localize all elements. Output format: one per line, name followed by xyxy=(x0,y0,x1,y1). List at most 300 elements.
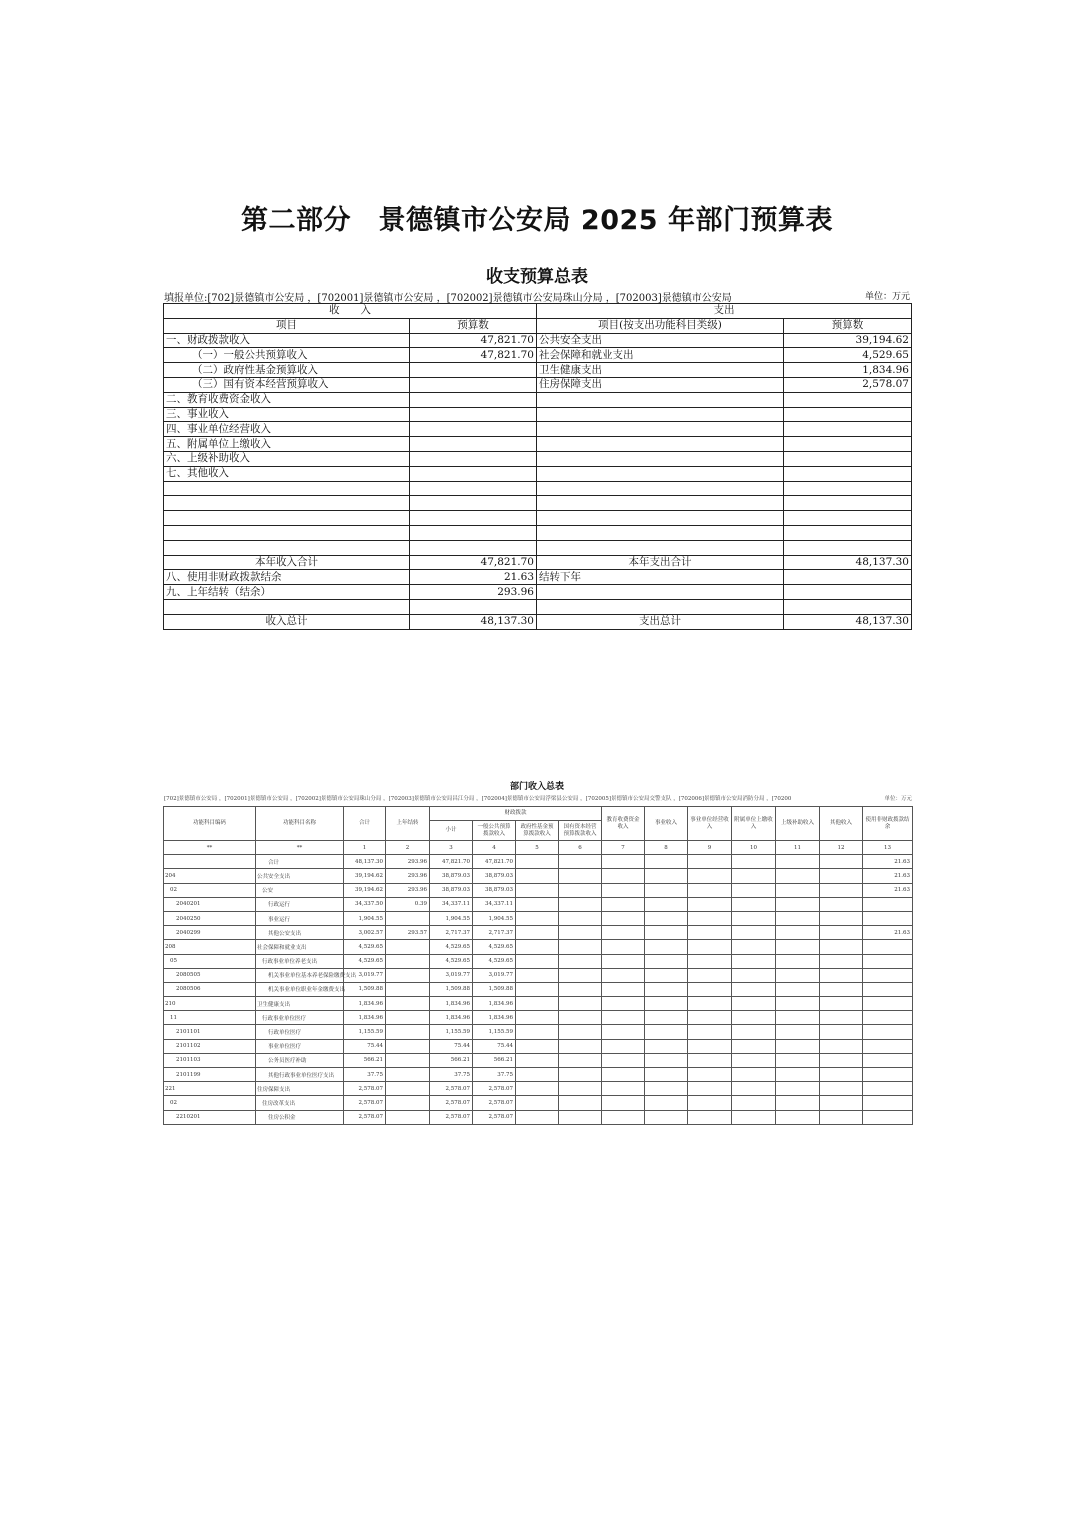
function-code: 2101103 xyxy=(164,1053,256,1067)
income-budget: 293.96 xyxy=(410,585,537,600)
expense-budget: 39,194.62 xyxy=(784,333,912,348)
function-name: 住房改革支出 xyxy=(256,1096,344,1110)
amount-cell xyxy=(602,897,645,911)
income-budget xyxy=(410,511,537,526)
amount-cell: 3,019.77 xyxy=(344,968,386,982)
amount-cell xyxy=(559,997,602,1011)
table-row xyxy=(164,511,912,526)
amount-cell xyxy=(688,1082,732,1096)
function-code: 2101101 xyxy=(164,1025,256,1039)
amount-cell xyxy=(820,940,863,954)
amount-cell xyxy=(776,954,820,968)
amount-cell xyxy=(602,1068,645,1082)
amount-cell: 566.21 xyxy=(430,1053,473,1067)
reporting-unit-line xyxy=(164,289,910,302)
amount-cell: 293.96 xyxy=(386,883,430,897)
expense-item xyxy=(537,466,784,481)
amount-cell xyxy=(732,1068,776,1082)
amount-cell xyxy=(776,883,820,897)
expense-item xyxy=(537,511,784,526)
table-row xyxy=(164,525,912,540)
amount-cell xyxy=(863,1082,913,1096)
expense-budget xyxy=(784,481,912,496)
amount-cell xyxy=(602,1053,645,1067)
amount-cell xyxy=(820,1096,863,1110)
amount-cell xyxy=(776,940,820,954)
amount-cell xyxy=(559,940,602,954)
amount-cell: 34,337.11 xyxy=(473,897,516,911)
function-name: 机关事业单位基本养老保险缴费支出 xyxy=(256,968,344,982)
page-title: 第二部分 景德镇市公安局 2025 年部门预算表 xyxy=(241,205,833,236)
amount-cell xyxy=(820,926,863,940)
function-name: 行政事业单位医疗 xyxy=(256,1011,344,1025)
amount-cell: 37.75 xyxy=(430,1068,473,1082)
expense-item xyxy=(537,451,784,466)
amount-cell xyxy=(732,1110,776,1124)
column-header: 上年结转 xyxy=(386,807,430,841)
table-row xyxy=(164,926,913,940)
amount-cell xyxy=(863,940,913,954)
expense-item: 住房保障支出 xyxy=(537,377,784,392)
amount-cell xyxy=(645,855,688,869)
amount-cell xyxy=(559,1096,602,1110)
amount-cell xyxy=(776,1110,820,1124)
column-index: 12 xyxy=(820,841,863,855)
amount-cell xyxy=(516,1110,559,1124)
amount-cell xyxy=(776,911,820,925)
amount-cell xyxy=(516,997,559,1011)
amount-cell xyxy=(602,954,645,968)
amount-cell xyxy=(516,1011,559,1025)
index-row xyxy=(164,841,913,855)
amount-cell xyxy=(688,954,732,968)
expense-item xyxy=(537,422,784,437)
amount-cell xyxy=(820,982,863,996)
function-name: 其他公安支出 xyxy=(256,926,344,940)
table-row xyxy=(164,1053,913,1067)
amount-cell: 39,194.62 xyxy=(344,883,386,897)
income-budget xyxy=(410,599,537,614)
dept-income-title: 部门收入总表 xyxy=(509,782,564,792)
column-index: ** xyxy=(256,841,344,855)
amount-cell: 293.96 xyxy=(386,869,430,883)
amount-cell xyxy=(863,897,913,911)
expense-item: 支出总计 xyxy=(537,614,784,629)
amount-cell xyxy=(820,1110,863,1124)
amount-cell xyxy=(820,1011,863,1025)
amount-cell xyxy=(732,1025,776,1039)
table-row xyxy=(164,855,913,869)
income-budget: 47,821.70 xyxy=(410,348,537,363)
function-name: 住房公积金 xyxy=(256,1110,344,1124)
amount-cell: 2,717.37 xyxy=(473,926,516,940)
amount-cell xyxy=(732,1039,776,1053)
expense-item: 卫生健康支出 xyxy=(537,363,784,378)
amount-cell xyxy=(386,940,430,954)
amount-cell xyxy=(688,1025,732,1039)
fiscal-group-header: 财政拨款 xyxy=(430,807,602,821)
expense-item: 公共安全支出 xyxy=(537,333,784,348)
income-item: 八、使用非财政拨款结余 xyxy=(164,570,410,585)
table-row xyxy=(164,1110,913,1124)
amount-cell xyxy=(602,869,645,883)
amount-cell xyxy=(732,883,776,897)
col-item-header: 项目 xyxy=(164,318,410,333)
column-index: 5 xyxy=(516,841,559,855)
table-row xyxy=(164,466,912,481)
expense-item xyxy=(537,481,784,496)
expense-budget xyxy=(784,392,912,407)
amount-cell xyxy=(688,1053,732,1067)
amount-cell xyxy=(645,911,688,925)
amount-cell: 1,904.55 xyxy=(344,911,386,925)
amount-cell: 34,337.11 xyxy=(430,897,473,911)
table-row xyxy=(164,982,913,996)
table-row xyxy=(164,1011,913,1025)
table-row xyxy=(164,968,913,982)
amount-cell xyxy=(386,1110,430,1124)
amount-cell xyxy=(863,1110,913,1124)
header-row xyxy=(164,807,913,821)
function-code: 05 xyxy=(164,954,256,968)
column-index: 10 xyxy=(732,841,776,855)
table-row xyxy=(164,869,913,883)
function-code: 210 xyxy=(164,997,256,1011)
amount-cell xyxy=(516,1096,559,1110)
table-row xyxy=(164,1068,913,1082)
expense-item: 本年支出合计 xyxy=(537,555,784,570)
amount-cell xyxy=(559,911,602,925)
amount-cell: 39,194.62 xyxy=(344,869,386,883)
table-row xyxy=(164,377,912,392)
income-item: 九、上年结转（结余） xyxy=(164,585,410,600)
amount-cell xyxy=(559,1039,602,1053)
column-index: 13 xyxy=(863,841,913,855)
amount-cell xyxy=(820,997,863,1011)
amount-cell: 1,834.96 xyxy=(430,997,473,1011)
income-item xyxy=(164,496,410,511)
column-header: 事业收入 xyxy=(645,807,688,841)
amount-cell xyxy=(516,1053,559,1067)
amount-cell xyxy=(559,1068,602,1082)
amount-cell xyxy=(645,883,688,897)
table-row xyxy=(164,333,912,348)
function-name: 事业运行 xyxy=(256,911,344,925)
amount-cell xyxy=(602,1039,645,1053)
amount-cell xyxy=(820,897,863,911)
table-row xyxy=(164,1039,913,1053)
table-row xyxy=(164,1025,913,1039)
amount-cell xyxy=(645,968,688,982)
amount-cell: 4,529.65 xyxy=(430,954,473,968)
column-header: 功能科目编码 xyxy=(164,807,256,841)
amount-cell xyxy=(776,1082,820,1096)
amount-cell: 1,834.96 xyxy=(344,997,386,1011)
amount-cell: 1,509.88 xyxy=(344,982,386,996)
amount-cell xyxy=(645,997,688,1011)
income-budget xyxy=(410,466,537,481)
function-name: 公务员医疗补助 xyxy=(256,1053,344,1067)
income-budget xyxy=(410,451,537,466)
amount-cell xyxy=(602,1082,645,1096)
amount-cell: 2,578.07 xyxy=(473,1082,516,1096)
amount-cell xyxy=(602,982,645,996)
column-header: 其他收入 xyxy=(820,807,863,841)
expense-item xyxy=(537,437,784,452)
expense-budget xyxy=(784,437,912,452)
expense-header: 支出 xyxy=(537,304,912,319)
amount-cell: 2,578.07 xyxy=(344,1096,386,1110)
function-code: 02 xyxy=(164,883,256,897)
amount-cell: 75.44 xyxy=(430,1039,473,1053)
amount-cell: 38,879.03 xyxy=(473,883,516,897)
amount-cell xyxy=(386,1011,430,1025)
income-item: 三、事业收入 xyxy=(164,407,410,422)
amount-cell xyxy=(386,997,430,1011)
function-name: 社会保障和就业支出 xyxy=(256,940,344,954)
function-name: 行政事业单位养老支出 xyxy=(256,954,344,968)
amount-cell: 1,834.96 xyxy=(344,1011,386,1025)
income-budget xyxy=(410,422,537,437)
amount-cell xyxy=(602,1110,645,1124)
amount-cell xyxy=(688,1110,732,1124)
income-item xyxy=(164,511,410,526)
amount-cell: 4,529.65 xyxy=(473,940,516,954)
amount-cell: 566.21 xyxy=(473,1053,516,1067)
income-item xyxy=(164,525,410,540)
amount-cell xyxy=(688,869,732,883)
income-item xyxy=(164,540,410,555)
amount-cell xyxy=(776,1053,820,1067)
amount-cell xyxy=(732,897,776,911)
col-budget-header: 预算数 xyxy=(410,318,537,333)
amount-cell xyxy=(732,968,776,982)
amount-cell xyxy=(820,1068,863,1082)
amount-cell xyxy=(516,1025,559,1039)
dept-income-unit-text: [702]景德镇市公安局 ，[702001]景德镇市公安局 ，[702002]景德镇市公安局珠山分局 ，[702003]景德镇市公安局昌江分局 ，[702004]景德镇市公安局浮梁县公安局 ，[702005]景德镇市公安局交警支队 ，[702006]景德镇市公安局消防分局 ，[70200 xyxy=(164,796,792,802)
function-name: 住房保障支出 xyxy=(256,1082,344,1096)
expense-budget: 1,834.96 xyxy=(784,363,912,378)
amount-cell xyxy=(732,855,776,869)
amount-cell: 1,834.96 xyxy=(430,1011,473,1025)
amount-cell: 4,529.65 xyxy=(430,940,473,954)
amount-cell: 2,578.07 xyxy=(473,1096,516,1110)
expense-item xyxy=(537,392,784,407)
amount-cell xyxy=(386,911,430,925)
table-row xyxy=(164,614,912,629)
amount-cell: 293.96 xyxy=(386,855,430,869)
expense-budget xyxy=(784,466,912,481)
amount-cell: 3,019.77 xyxy=(473,968,516,982)
expense-budget: 4,529.65 xyxy=(784,348,912,363)
amount-cell xyxy=(732,1096,776,1110)
amount-cell xyxy=(688,883,732,897)
income-budget: 21.63 xyxy=(410,570,537,585)
income-item xyxy=(164,599,410,614)
amount-cell: 34,337.50 xyxy=(344,897,386,911)
amount-cell: 3,002.57 xyxy=(344,926,386,940)
column-index: 7 xyxy=(602,841,645,855)
amount-cell xyxy=(820,1039,863,1053)
function-code: 2101199 xyxy=(164,1068,256,1082)
expense-item xyxy=(537,540,784,555)
amount-cell xyxy=(602,968,645,982)
function-code: 2080505 xyxy=(164,968,256,982)
income-item: 一、财政拨款收入 xyxy=(164,333,410,348)
income-budget: 48,137.30 xyxy=(410,614,537,629)
amount-cell xyxy=(645,897,688,911)
amount-cell xyxy=(602,883,645,897)
amount-cell xyxy=(863,1053,913,1067)
column-index: 11 xyxy=(776,841,820,855)
amount-cell xyxy=(645,1096,688,1110)
amount-cell xyxy=(386,1068,430,1082)
amount-cell xyxy=(602,940,645,954)
income-budget: 47,821.70 xyxy=(410,333,537,348)
column-index: 9 xyxy=(688,841,732,855)
expense-item xyxy=(537,525,784,540)
amount-cell xyxy=(516,883,559,897)
amount-cell xyxy=(776,897,820,911)
amount-cell xyxy=(776,869,820,883)
table-row xyxy=(164,954,913,968)
amount-cell xyxy=(559,1082,602,1096)
amount-cell: 38,879.03 xyxy=(430,869,473,883)
expense-item xyxy=(537,599,784,614)
function-code: 2040250 xyxy=(164,911,256,925)
table-row xyxy=(164,585,912,600)
column-index: 4 xyxy=(473,841,516,855)
function-name: 机关事业单位职业年金缴费支出 xyxy=(256,982,344,996)
amount-cell: 38,879.03 xyxy=(430,883,473,897)
expense-item xyxy=(537,407,784,422)
income-budget xyxy=(410,437,537,452)
amount-cell xyxy=(820,1082,863,1096)
amount-cell xyxy=(602,911,645,925)
column-index: 1 xyxy=(344,841,386,855)
amount-cell: 293.57 xyxy=(386,926,430,940)
table-row xyxy=(164,570,912,585)
amount-cell: 2,578.07 xyxy=(430,1096,473,1110)
amount-cell xyxy=(386,982,430,996)
income-budget xyxy=(410,363,537,378)
amount-cell xyxy=(645,1053,688,1067)
amount-cell xyxy=(732,997,776,1011)
column-index: 3 xyxy=(430,841,473,855)
amount-cell xyxy=(386,954,430,968)
expense-item: 社会保障和就业支出 xyxy=(537,348,784,363)
income-item: 七、其他收入 xyxy=(164,466,410,481)
amount-cell xyxy=(516,869,559,883)
amount-cell xyxy=(645,869,688,883)
amount-cell xyxy=(688,997,732,1011)
amount-cell xyxy=(645,1011,688,1025)
income-item: （一）一般公共预算收入 xyxy=(164,348,410,363)
amount-cell: 4,529.65 xyxy=(344,954,386,968)
table-row xyxy=(164,599,912,614)
amount-cell xyxy=(776,855,820,869)
amount-cell xyxy=(602,1025,645,1039)
amount-cell xyxy=(776,1039,820,1053)
column-header: 小计 xyxy=(430,821,473,841)
amount-cell: 1,904.55 xyxy=(473,911,516,925)
amount-cell xyxy=(602,855,645,869)
table-row xyxy=(164,997,913,1011)
amount-cell xyxy=(516,926,559,940)
income-item: 四、事业单位经营收入 xyxy=(164,422,410,437)
amount-cell xyxy=(820,968,863,982)
function-code: 2210201 xyxy=(164,1110,256,1124)
amount-cell xyxy=(559,855,602,869)
column-header: 附属单位上缴收入 xyxy=(732,807,776,841)
amount-cell: 1,155.59 xyxy=(473,1025,516,1039)
table-row xyxy=(164,392,912,407)
col-exp-item-header: 项目(按支出功能科目类级) xyxy=(537,318,784,333)
amount-cell xyxy=(516,1039,559,1053)
table-row xyxy=(164,540,912,555)
expense-budget xyxy=(784,570,912,585)
function-code: 208 xyxy=(164,940,256,954)
amount-cell xyxy=(776,1025,820,1039)
income-item: 二、教育收费资金收入 xyxy=(164,392,410,407)
column-index: 8 xyxy=(645,841,688,855)
amount-cell xyxy=(820,869,863,883)
table-row xyxy=(164,348,912,363)
amount-cell xyxy=(688,1039,732,1053)
amount-cell: 1,834.96 xyxy=(473,997,516,1011)
amount-cell: 75.44 xyxy=(344,1039,386,1053)
amount-cell: 1,155.59 xyxy=(430,1025,473,1039)
amount-cell xyxy=(645,954,688,968)
amount-cell xyxy=(386,968,430,982)
amount-cell xyxy=(559,968,602,982)
income-item: （三）国有资本经营预算收入 xyxy=(164,377,410,392)
table-row xyxy=(164,496,912,511)
amount-cell xyxy=(820,1053,863,1067)
expense-budget xyxy=(784,451,912,466)
income-budget: 47,821.70 xyxy=(410,555,537,570)
amount-cell xyxy=(386,1025,430,1039)
expense-budget xyxy=(784,599,912,614)
function-code xyxy=(164,855,256,869)
reporting-unit-text: 填报单位:[702]景德镇市公安局 ，[702001]景德镇市公安局 ，[702002]景德镇市公安局珠山分局 ，[702003]景德镇市公安局 xyxy=(164,293,732,304)
income-budget xyxy=(410,496,537,511)
income-budget xyxy=(410,540,537,555)
table-row xyxy=(164,555,912,570)
expense-item xyxy=(537,585,784,600)
amount-cell: 37.75 xyxy=(473,1068,516,1082)
amount-cell xyxy=(732,940,776,954)
amount-cell xyxy=(688,940,732,954)
amount-cell: 75.44 xyxy=(473,1039,516,1053)
expense-budget: 2,578.07 xyxy=(784,377,912,392)
amount-cell xyxy=(645,1082,688,1096)
expense-budget xyxy=(784,511,912,526)
amount-cell xyxy=(820,855,863,869)
amount-cell xyxy=(559,883,602,897)
income-item xyxy=(164,481,410,496)
amount-cell: 566.21 xyxy=(344,1053,386,1067)
amount-cell: 48,137.30 xyxy=(344,855,386,869)
function-code: 2080506 xyxy=(164,982,256,996)
table-row xyxy=(164,437,912,452)
expense-item: 结转下年 xyxy=(537,570,784,585)
amount-cell: 1,509.88 xyxy=(473,982,516,996)
function-code: 02 xyxy=(164,1096,256,1110)
column-header: 国有资本经营预算拨款收入 xyxy=(559,821,602,841)
column-header: 事业单位经营收入 xyxy=(688,807,732,841)
amount-cell xyxy=(776,1068,820,1082)
